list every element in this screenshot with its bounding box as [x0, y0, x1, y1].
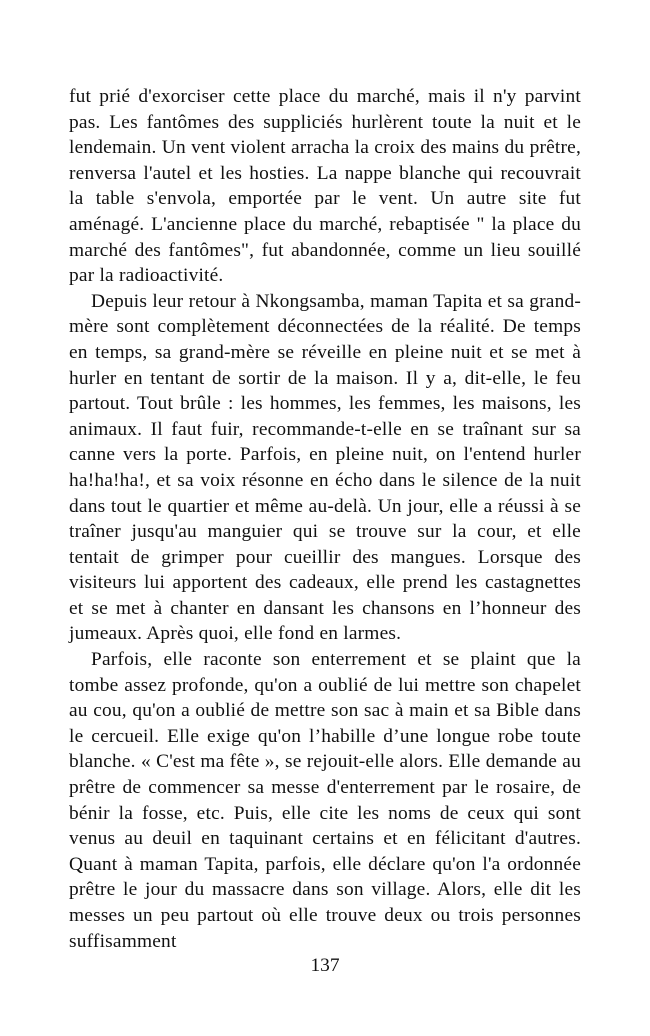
paragraph: fut prié d'exorciser cette place du marché, mais il n'y parvint pas. Les fantômes des suppliciés hurlèrent toute la nuit et le lendemain. Un vent violent arracha la croix des mains du prêtre, renversa l'autel et les hosties. La nappe blanche qui recouvrait la table s'envola, emportée par le vent. Un autre site fut aménagé. L'ancienne place du marché, rebaptisée " la place du marché des fantômes", fut abandonnée, comme un lieu souillé par la radioactivité. [69, 86, 581, 287]
paragraph: Parfois, elle raconte son enterrement et se plaint que la tombe assez profonde, qu'on a oublié de lui mettre son chapelet au cou, qu'on a oublié de mettre son sac à main et sa Bible dans le cercueil. Elle exige qu'on l’habille d’une longue robe toute blanche. « C'est ma fête », se rejouit-elle alors. Elle demande au prêtre de commencer sa messe d'enterrement par le rosaire, de bénir la fosse, etc. Puis, elle cite les noms de ceux qui sont venus au deuil en taquinant certains et en félicitant d'autres. Quant à maman Tapita, parfois, elle déclare qu'on l'a ordonnée prêtre le jour du massacre dans son village. Alors, elle dit les messes un peu partout où elle trouve deux ou trois personnes suffisamment [69, 649, 581, 952]
paragraph: Depuis leur retour à Nkongsamba, maman Tapita et sa grand-mère sont complètement déconnectées de la réalité. De temps en temps, sa grand-mère se réveille en pleine nuit et se met à hurler en tentant de sortir de la maison. Il y a, dit-elle, le feu partout. Tout brûle : les hommes, les femmes, les maisons, les animaux. Il faut fuir, recommande-t-elle en se traînant sur sa canne vers la porte. Parfois, en pleine nuit, on l'entend hurler ha!ha!ha!, et sa voix résonne en écho dans le silence de la nuit dans tout le quartier et même au-delà. Un jour, elle a réussi à se traîner jusqu'au manguier qui se trouve sur la cour, et elle tentait de grimper pour cueillir des mangues. Lorsque des visiteurs lui apportent des cadeaux, elle prend les castagnettes et se met à chanter en dansant les chansons en l’honneur des jumeaux. Après quoi, elle fond en larmes. [69, 290, 581, 645]
body-text-column [69, 84, 581, 954]
page-number: 137 [310, 955, 340, 976]
